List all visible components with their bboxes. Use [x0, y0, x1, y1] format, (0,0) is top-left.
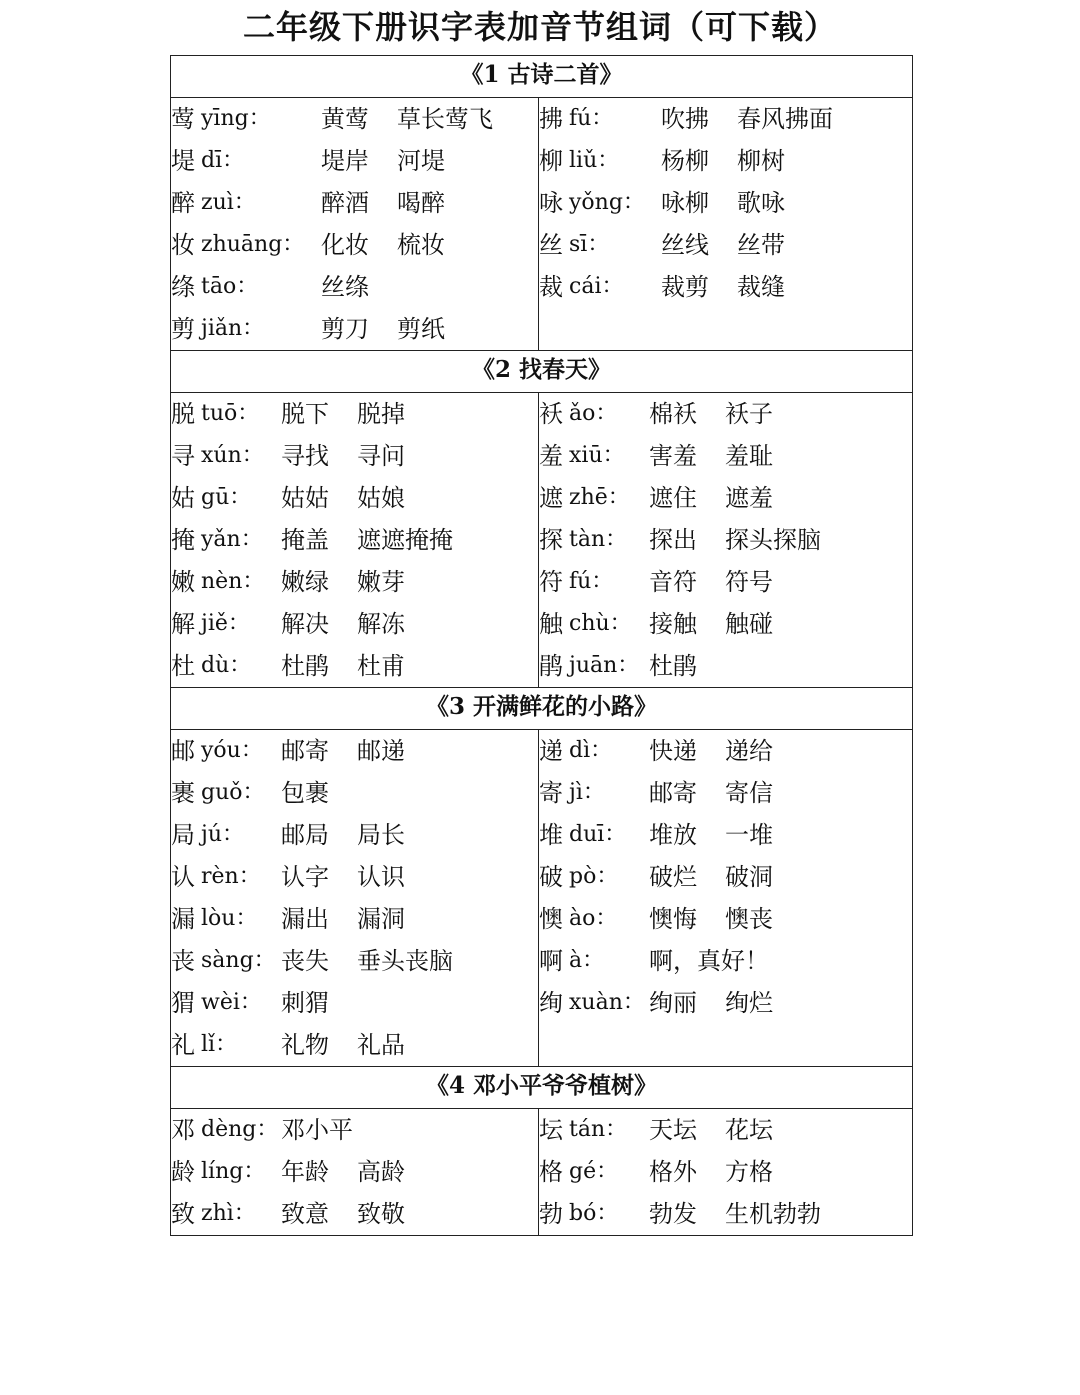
- character: 漏: [171, 905, 195, 933]
- vocab-entry: [539, 435, 912, 477]
- vocab-entry: [171, 393, 538, 435]
- word-2: 花坛: [725, 1116, 773, 1144]
- character: 邓: [171, 1116, 195, 1144]
- section-left-column: [171, 730, 539, 1067]
- word-1: 害羞: [649, 442, 697, 470]
- vocab-entry: [171, 898, 538, 940]
- word-2: 邮递: [357, 737, 405, 765]
- section-right-column: [539, 98, 913, 351]
- pinyin: dù：: [201, 653, 252, 678]
- page-title: 二年级下册识字表加音节组词（可下载）: [242, 8, 837, 46]
- word-2: 剪纸: [397, 315, 445, 343]
- word-2: 河堤: [397, 147, 445, 175]
- word-2: 柳树: [737, 147, 785, 175]
- word-1: 棉袄: [649, 400, 697, 428]
- character: 绚: [539, 989, 563, 1017]
- pinyin: bó：: [569, 1201, 619, 1226]
- character: 解: [171, 610, 195, 638]
- pinyin: zhì：: [201, 1201, 256, 1226]
- vocab-entry: [539, 940, 912, 982]
- pinyin: gé：: [569, 1159, 619, 1184]
- vocab-entry: [539, 140, 912, 182]
- section-right-column: [539, 1109, 913, 1236]
- vocab-entry: [539, 856, 912, 898]
- word-2: 探头探脑: [725, 526, 821, 554]
- pinyin: xiū：: [569, 443, 625, 468]
- pinyin: liǔ：: [569, 148, 620, 173]
- pinyin: líng：: [201, 1159, 266, 1184]
- word-1: 包裹: [281, 779, 329, 807]
- vocab-entry: [171, 603, 538, 645]
- pinyin: gū：: [201, 485, 252, 510]
- character: 妆: [171, 231, 195, 259]
- word-2: 绚烂: [725, 989, 773, 1017]
- pinyin: chù：: [569, 611, 632, 636]
- word-2: 触碰: [725, 610, 773, 638]
- word-1: 丝线: [661, 231, 709, 259]
- pinyin: yóu：: [201, 738, 263, 763]
- pinyin: lòu：: [201, 906, 258, 931]
- character: 啊: [539, 947, 563, 975]
- character: 裹: [171, 779, 195, 807]
- character: 格: [539, 1158, 563, 1186]
- vocab-entry: [171, 182, 538, 224]
- word-1: 丧失: [281, 947, 329, 975]
- vocab-entry: [171, 561, 538, 603]
- pinyin: tāo：: [201, 274, 259, 299]
- word-1: 认字: [281, 863, 329, 891]
- character: 寄: [539, 779, 563, 807]
- pinyin: jiě：: [201, 611, 250, 636]
- section-title: 《3 开满鲜花的小路》: [171, 688, 913, 730]
- pinyin: tàn：: [569, 527, 628, 552]
- vocab-entry: [171, 940, 538, 982]
- vocab-entry: [539, 603, 912, 645]
- pinyin: duī：: [569, 822, 627, 847]
- vocab-entry: [171, 308, 538, 350]
- word-2: 草长莺飞: [397, 105, 493, 133]
- vocab-entry: [171, 982, 538, 1024]
- word-2: 姑娘: [357, 484, 405, 512]
- character: 寻: [171, 442, 195, 470]
- vocab-entry: [539, 477, 912, 519]
- word-1: 吹拂: [661, 105, 709, 133]
- word-2: 遮羞: [725, 484, 773, 512]
- word-2: 喝醉: [397, 189, 445, 217]
- pinyin: jiǎn：: [201, 316, 265, 341]
- word-1: 勃发: [649, 1200, 697, 1228]
- vocab-entry: [539, 224, 912, 266]
- word-1: 快递: [649, 737, 697, 765]
- vocab-entry: [539, 1109, 912, 1151]
- word-2: 局长: [357, 821, 405, 849]
- character: 咏: [539, 189, 563, 217]
- word-2: 春风拂面: [737, 105, 833, 133]
- vocab-entry: [171, 1151, 538, 1193]
- pinyin: lǐ：: [201, 1032, 238, 1057]
- character: 掩: [171, 526, 195, 554]
- character: 局: [171, 821, 195, 849]
- character: 破: [539, 863, 563, 891]
- pinyin: à：: [569, 948, 605, 973]
- word-1: 脱下: [281, 400, 329, 428]
- word-1: 杜鹃: [649, 652, 697, 680]
- vocab-entry: [539, 898, 912, 940]
- character: 探: [539, 526, 563, 554]
- word-1: 裁剪: [661, 273, 709, 301]
- word-1: 遮住: [649, 484, 697, 512]
- word-2: 丝带: [737, 231, 785, 259]
- vocab-entry: [171, 856, 538, 898]
- pinyin: sàng：: [201, 948, 276, 973]
- character: 嫩: [171, 568, 195, 596]
- character: 坛: [539, 1116, 563, 1144]
- character: 触: [539, 610, 563, 638]
- word-1: 嫩绿: [281, 568, 329, 596]
- pinyin: dī：: [201, 148, 245, 173]
- character: 丝: [539, 231, 563, 259]
- vocab-entry: [171, 730, 538, 772]
- vocab-entry: [171, 519, 538, 561]
- word-1: 化妆: [321, 231, 369, 259]
- character: 遮: [539, 484, 563, 512]
- word-2: 袄子: [725, 400, 773, 428]
- vocab-entry: [539, 519, 912, 561]
- section-left-column: [171, 1109, 539, 1236]
- word-1: 黄莺: [321, 105, 369, 133]
- word-2: 寄信: [725, 779, 773, 807]
- word-1: 破烂: [649, 863, 697, 891]
- word-2: 遮遮掩掩: [357, 526, 453, 554]
- vocab-entry: [539, 772, 912, 814]
- vocab-entry: [539, 814, 912, 856]
- word-2: 一堆: [725, 821, 773, 849]
- vocab-entry: [171, 1109, 538, 1151]
- vocab-entry: [539, 730, 912, 772]
- pinyin: fú：: [569, 569, 614, 594]
- character: 递: [539, 737, 563, 765]
- character: 龄: [171, 1158, 195, 1186]
- character: 鹃: [539, 652, 563, 680]
- section-title: 《2 找春天》: [171, 351, 913, 393]
- pinyin: fú：: [569, 106, 614, 131]
- vocab-entry: [171, 98, 538, 140]
- character: 符: [539, 568, 563, 596]
- character: 丧: [171, 947, 195, 975]
- character: 裁: [539, 273, 563, 301]
- character: 礼: [171, 1031, 195, 1059]
- character: 猬: [171, 989, 195, 1017]
- pinyin: yǒng：: [569, 190, 645, 215]
- word-2: 符号: [725, 568, 773, 596]
- word-2: 歌咏: [737, 189, 785, 217]
- word-2: 致敬: [357, 1200, 405, 1228]
- word-1: 邮局: [281, 821, 329, 849]
- pinyin: wèi：: [201, 990, 262, 1015]
- word-1: 年龄: [281, 1158, 329, 1186]
- word-2: 破洞: [725, 863, 773, 891]
- pinyin: rèn：: [201, 864, 261, 889]
- word-2: 寻问: [357, 442, 405, 470]
- word-1: 杜鹃: [281, 652, 329, 680]
- word-2: 礼品: [357, 1031, 405, 1059]
- character: 醉: [171, 189, 195, 217]
- character: 柳: [539, 147, 563, 175]
- pinyin: zhē：: [569, 485, 630, 510]
- word-1: 堤岸: [321, 147, 369, 175]
- section-title: 《1 古诗二首》: [171, 56, 913, 98]
- pinyin: ǎo：: [569, 401, 618, 426]
- vocab-entry: [171, 477, 538, 519]
- word-1: 啊，真好！: [649, 947, 769, 975]
- character: 剪: [171, 315, 195, 343]
- vocab-entry: [539, 98, 912, 140]
- character: 堆: [539, 821, 563, 849]
- word-1: 姑姑: [281, 484, 329, 512]
- character: 认: [171, 863, 195, 891]
- section-right-column: [539, 393, 913, 688]
- word-2: 漏洞: [357, 905, 405, 933]
- pinyin: guǒ：: [201, 780, 265, 805]
- word-2: 高龄: [357, 1158, 405, 1186]
- vocab-entry: [171, 814, 538, 856]
- character: 邮: [171, 737, 195, 765]
- word-1: 漏出: [281, 905, 329, 933]
- pinyin: yǎn：: [201, 527, 263, 552]
- word-1: 音符: [649, 568, 697, 596]
- pinyin: yīng：: [201, 106, 271, 131]
- word-2: 脱掉: [357, 400, 405, 428]
- word-2: 解冻: [357, 610, 405, 638]
- pinyin: xuàn：: [569, 990, 645, 1015]
- vocab-entry: [171, 1193, 538, 1235]
- vocab-entry: [539, 1151, 912, 1193]
- word-1: 邮寄: [649, 779, 697, 807]
- vocab-entry: [539, 182, 912, 224]
- word-2: 嫩芽: [357, 568, 405, 596]
- word-1: 醉酒: [321, 189, 369, 217]
- vocab-entry: [539, 561, 912, 603]
- word-1: 解决: [281, 610, 329, 638]
- word-2: 羞耻: [725, 442, 773, 470]
- vocab-entry: [171, 645, 538, 687]
- vocab-entry: [539, 982, 912, 1024]
- vocab-entry: [171, 224, 538, 266]
- character: 袄: [539, 400, 563, 428]
- word-1: 刺猬: [281, 989, 329, 1017]
- pinyin: zhuāng：: [201, 232, 305, 257]
- pinyin: xún：: [201, 443, 264, 468]
- pinyin: tán：: [569, 1117, 628, 1142]
- word-2: 懊丧: [725, 905, 773, 933]
- character: 懊: [539, 905, 563, 933]
- word-2: 递给: [725, 737, 773, 765]
- character: 绦: [171, 273, 195, 301]
- vocab-entry: [171, 1024, 538, 1066]
- word-2: 认识: [357, 863, 405, 891]
- word-2: 垂头丧脑: [357, 947, 453, 975]
- pinyin: jì：: [569, 780, 605, 805]
- word-1: 邮寄: [281, 737, 329, 765]
- pinyin: ào：: [569, 906, 618, 931]
- word-2: 梳妆: [397, 231, 445, 259]
- pinyin: juān：: [569, 653, 640, 678]
- vocab-entry: [539, 1193, 912, 1235]
- character: 羞: [539, 442, 563, 470]
- vocab-entry: [539, 645, 912, 687]
- character: 勃: [539, 1200, 563, 1228]
- word-2: 方格: [725, 1158, 773, 1186]
- word-1: 掩盖: [281, 526, 329, 554]
- section-left-column: [171, 393, 539, 688]
- word-2: 杜甫: [357, 652, 405, 680]
- word-1: 邓小平: [281, 1116, 353, 1144]
- character: 致: [171, 1200, 195, 1228]
- word-2: 裁缝: [737, 273, 785, 301]
- vocab-entry: [171, 266, 538, 308]
- pinyin: nèn：: [201, 569, 265, 594]
- character: 堤: [171, 147, 195, 175]
- word-1: 探出: [649, 526, 697, 554]
- vocab-entry: [539, 393, 912, 435]
- section-title: 《4 邓小平爷爷植树》: [171, 1067, 913, 1109]
- word-1: 接触: [649, 610, 697, 638]
- vocab-entry: [171, 140, 538, 182]
- word-1: 致意: [281, 1200, 329, 1228]
- word-1: 杨柳: [661, 147, 709, 175]
- word-1: 懊悔: [649, 905, 697, 933]
- section-left-column: [171, 98, 539, 351]
- pinyin: cái：: [569, 274, 624, 299]
- word-1: 礼物: [281, 1031, 329, 1059]
- vocab-entry: [539, 266, 912, 308]
- word-1: 格外: [649, 1158, 697, 1186]
- word-1: 咏柳: [661, 189, 709, 217]
- character: 姑: [171, 484, 195, 512]
- pinyin: zuì：: [201, 190, 256, 215]
- word-1: 剪刀: [321, 315, 369, 343]
- word-1: 丝绦: [321, 273, 369, 301]
- character: 脱: [171, 400, 195, 428]
- word-1: 堆放: [649, 821, 697, 849]
- vocabulary-table: [170, 55, 913, 1236]
- word-1: 绚丽: [649, 989, 697, 1017]
- word-1: 天坛: [649, 1116, 697, 1144]
- pinyin: sī：: [569, 232, 610, 257]
- pinyin: tuō：: [201, 401, 260, 426]
- section-right-column: [539, 730, 913, 1067]
- pinyin: pò：: [569, 864, 619, 889]
- word-1: 寻找: [281, 442, 329, 470]
- vocab-entry: [171, 435, 538, 477]
- character: 杜: [171, 652, 195, 680]
- character: 莺: [171, 105, 195, 133]
- word-2: 生机勃勃: [725, 1200, 821, 1228]
- vocab-entry: [171, 772, 538, 814]
- pinyin: jú：: [201, 822, 244, 847]
- pinyin: dèng：: [201, 1117, 279, 1142]
- pinyin: dì：: [569, 738, 613, 763]
- character: 拂: [539, 105, 563, 133]
